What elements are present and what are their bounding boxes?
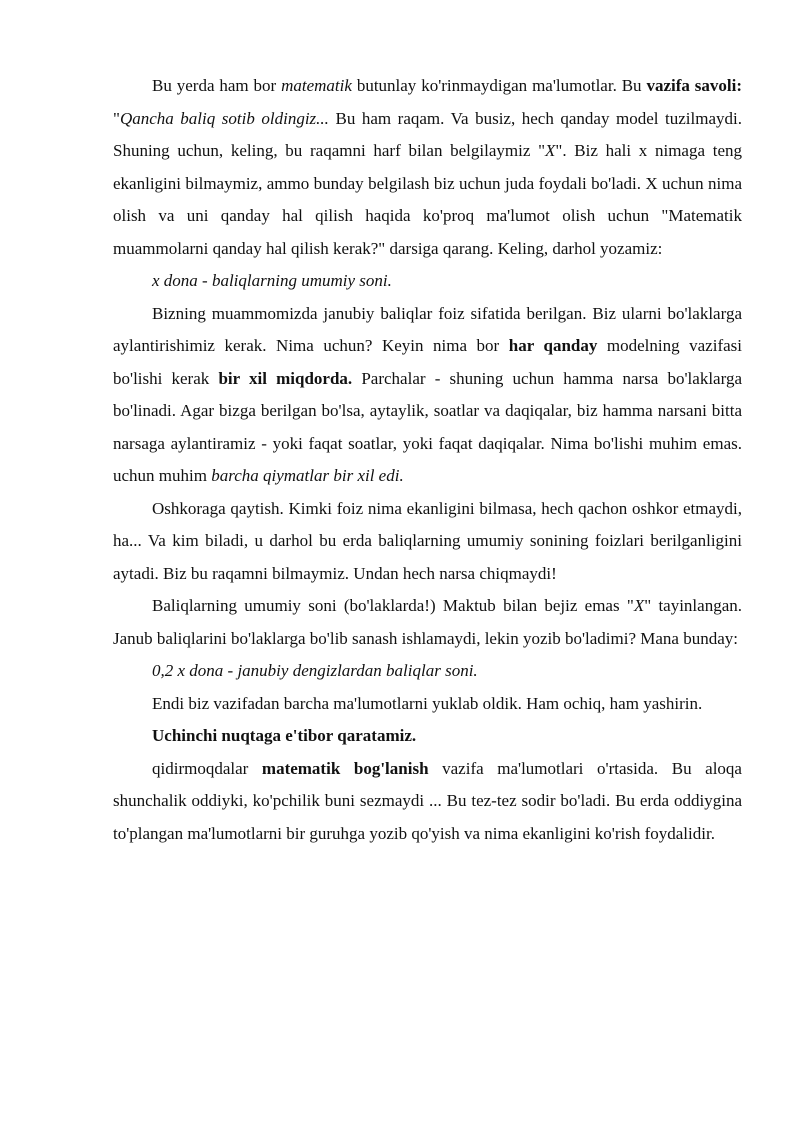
paragraph-math-link	[113, 753, 742, 851]
paragraph-third-point-heading	[113, 720, 742, 753]
text-run: vazifa ma'lumotlari o'rtasida. Bu aloqa shunchalik oddiyki, ko'pchilik buni sezmaydi ... Bu tez-tez sodir bo'ladi. Bu erda oddiygina to'plangan ma'lumotlarni bir guruhga yozib qo'yish va nima ekanligini ko'rish foydalidir.	[113, 758, 742, 843]
text-run-italic: Qancha baliq sotib oldingiz...	[119, 108, 329, 128]
text-run-bold: bir xil miqdorda.	[218, 368, 353, 388]
text-run: qidirmoqdalar	[152, 758, 262, 778]
text-run-italic: barcha qiymatlar bir xil edi.	[211, 466, 404, 485]
text-run-italic: x dona - baliqlarning umumiy soni.	[152, 271, 392, 290]
text-run: " tayinlangan. Janub baliqlarini bo'laklarga bo'lib sanash ishlamaydi, lekin yozib bo'ladimi? Mana bunday:	[113, 596, 742, 648]
paragraph-hidden-data	[113, 70, 742, 265]
paragraph-total-fish	[113, 590, 742, 655]
paragraph-percent-parts	[113, 298, 742, 493]
text-run: Bu ham raqam. Va busiz, hech qanday model tuzilmaydi. Shuning uchun, keling, bu raqamni harf bilan belgilaymiz "	[113, 108, 742, 160]
text-run-bold: matematik bog'lanish	[261, 758, 429, 778]
text-run: Bizning muammomizda janubiy baliqlar foiz sifatida berilgan. Biz ularni bo'laklarga aylantirishimiz kerak. Nima uchun? Keyin nima bor	[113, 303, 742, 355]
text-run-italic: X	[545, 141, 556, 160]
text-run-italic: matematik	[281, 76, 352, 95]
text-run: Parchalar - shuning uchun hamma narsa bo'laklarga bo'linadi. Agar bizga berilgan bo'lsa, aytaylik, soatlar va daqiqalar, biz hamma narsani bitta narsaga aylantiramiz - yoki faqat soatlar, yoki faqat daqiqalar. Nima bo'lishi muhim emas. uchun muhim	[113, 368, 742, 485]
text-run-italic: X	[633, 596, 645, 615]
text-run: Endi biz vazifadan barcha ma'lumotlarni yuklab oldik. Ham ochiq, ham yashirin.	[152, 693, 703, 713]
text-run: butunlay ko'rinmaydigan ma'lumotlar. Bu	[351, 76, 647, 95]
text-run: Baliqlarning umumiy soni (bo'laklarda!) Maktub bilan bejiz emas "	[152, 596, 634, 615]
text-run: modelning vazifasi bo'lishi kerak	[113, 336, 742, 388]
text-run-italic: 0,2 x dona - janubiy dengizlardan baliqlar soni.	[152, 661, 478, 680]
paragraph-loaded-data	[113, 688, 742, 721]
text-run-bold: har qanday	[508, 336, 598, 355]
text-run: ". Biz hali x nimaga teng ekanligini bilmaymiz, ammo bunday belgilash biz uchun juda foydali bo'ladi. X uchun nima olish va uni qanday hal qilish haqida ko'proq ma'lumot olish uchun "Matematik muammolarni qanday hal qilish kerak?" darsiga qarang. Keling, darhol yozamiz:	[113, 141, 742, 258]
paragraph-formula-total	[113, 265, 742, 298]
text-run: "	[113, 108, 120, 128]
text-run-bold: Uchinchi nuqtaga e'tibor qaratamiz.	[152, 726, 417, 745]
paragraph-formula-south	[113, 655, 742, 688]
text-run: Oshkoraga qaytish. Kimki foiz nima ekanligini bilmasa, hech qachon oshkor etmaydi, ha... Va kim biladi, u darhol bu erda baliqlarning umumiy sonining foizlari berilganligini aytadi. Biz bu raqamni bilmaymiz. Undan hech narsa chiqmaydi!	[113, 498, 742, 583]
text-run: Bu yerda ham bor	[152, 76, 282, 95]
document-page	[113, 70, 742, 850]
text-run-bold: vazifa savoli:	[646, 76, 742, 95]
paragraph-return-explicit	[113, 493, 742, 591]
